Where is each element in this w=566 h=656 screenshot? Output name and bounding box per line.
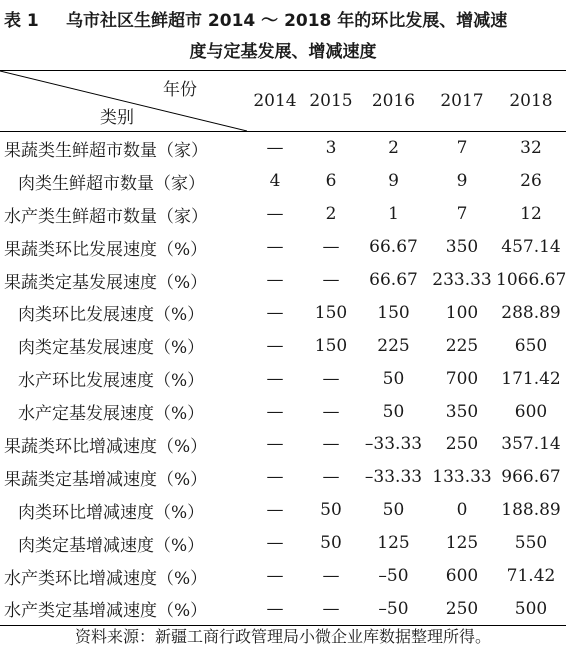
table-cell: 100	[445, 302, 479, 323]
table-cell: –50	[378, 566, 409, 587]
table-cell: 225	[445, 335, 479, 356]
header-row	[0, 71, 566, 132]
table-cell: 500	[514, 598, 548, 619]
table-cell: —	[266, 598, 284, 619]
row-category-label: 肉类环比发展速度（%）	[18, 305, 205, 326]
table-cell: —	[266, 566, 284, 587]
table-cell: —	[266, 302, 284, 323]
table-cell: —	[322, 270, 340, 290]
table-cell: 457.14	[501, 237, 561, 258]
row-category-label: 肉类生鲜超市数量（家）	[18, 173, 205, 194]
table-cell: 150	[314, 302, 348, 323]
table-cell: 12	[520, 204, 542, 225]
table-number-label: 表 1	[4, 11, 39, 31]
row-category-label: 水产定基发展速度（%）	[18, 404, 205, 425]
year-header: 2016	[371, 91, 416, 111]
table-cell: 50	[382, 500, 405, 521]
table-row	[0, 362, 566, 395]
table-row	[0, 296, 566, 329]
table-row	[0, 231, 566, 264]
table-cell: —	[322, 598, 340, 619]
table-cell: 0	[456, 500, 468, 521]
table-cell: –33.33	[364, 467, 423, 488]
table-caption	[0, 6, 566, 68]
corner-header-category: 类别	[100, 108, 134, 128]
table-cell: 66.67	[369, 237, 418, 258]
table-cell: 150	[314, 335, 348, 356]
table-cell: 71.42	[506, 566, 556, 587]
table-cell: 26	[520, 171, 542, 192]
table-cell: 7	[456, 138, 468, 159]
row-category-label: 果蔬类定基增减速度（%）	[4, 469, 208, 490]
row-category-label: 水产类生鲜超市数量（家）	[4, 206, 208, 227]
table-cell: 288.89	[501, 302, 561, 323]
table-cell: 4	[269, 171, 281, 192]
table-cell: 600	[514, 401, 548, 422]
table-cell: –50	[378, 598, 409, 619]
source-note: 资料来源：新疆工商行政管理局小微企业库数据整理所得。	[74, 627, 491, 646]
year-header: 2015	[309, 91, 353, 111]
table-title-line-1: 乌市社区生鲜超市 2014 ～ 2018 年的环比发展、增减速	[66, 11, 508, 31]
row-category-label: 水产环比发展速度（%）	[18, 371, 205, 392]
data-table	[0, 70, 566, 626]
table-cell: 3	[325, 138, 337, 159]
table-row	[0, 428, 566, 461]
row-category-label: 肉类环比增减速度（%）	[18, 502, 205, 523]
table-row	[0, 329, 566, 362]
table-cell: 225	[377, 335, 410, 356]
table-cell: 9	[388, 171, 399, 192]
table-cell: —	[322, 566, 340, 587]
row-category-label: 水产类定基增减速度（%）	[4, 601, 208, 622]
row-category-label: 肉类定基增减速度（%）	[18, 535, 205, 556]
table-cell: 50	[382, 401, 405, 422]
table-cell: 50	[382, 368, 405, 389]
table-cell: 700	[445, 368, 479, 389]
table-row	[0, 395, 566, 428]
table-cell: —	[322, 368, 340, 389]
table-cell: 250	[445, 598, 479, 619]
table-cell: 32	[520, 138, 542, 159]
table-cell: —	[322, 434, 340, 455]
table-cell: –33.33	[364, 434, 423, 455]
table-cell: 50	[320, 500, 342, 521]
table-cell: 1	[388, 204, 399, 225]
table-cell: 550	[514, 533, 548, 554]
data-table-container	[0, 70, 566, 626]
row-category-label: 果蔬类生鲜超市数量（家）	[4, 140, 208, 161]
table-cell: 966.67	[501, 467, 561, 488]
table-row	[0, 494, 566, 527]
table-cell: 2	[388, 138, 399, 159]
table-cell: 171.42	[501, 368, 561, 389]
table-row	[0, 132, 566, 165]
table-cell: —	[322, 401, 340, 422]
table-cell: 7	[456, 204, 468, 225]
diagonal-header-cell	[0, 71, 247, 132]
table-cell: 133.33	[432, 467, 492, 488]
table-cell: 188.89	[501, 500, 561, 521]
table-cell: —	[266, 138, 284, 159]
table-row	[0, 198, 566, 231]
table-cell: 650	[514, 335, 548, 356]
row-category-label: 果蔬类环比增减速度（%）	[4, 436, 208, 457]
table-cell: 125	[377, 533, 410, 554]
table-cell: —	[266, 204, 284, 225]
table-row	[0, 592, 566, 625]
table-row	[0, 461, 566, 494]
row-category-label: 果蔬类定基发展速度（%）	[4, 272, 208, 293]
table-cell: —	[322, 237, 340, 258]
row-category-label: 果蔬类环比发展速度（%）	[4, 239, 208, 260]
table-row	[0, 527, 566, 560]
table-cell: 233.33	[432, 270, 492, 290]
table-cell: 350	[445, 237, 479, 258]
table-cell: —	[266, 500, 284, 521]
table-cell: —	[266, 434, 284, 455]
table-cell: 1066.67	[496, 270, 566, 290]
year-header: 2018	[509, 91, 553, 111]
table-row	[0, 165, 566, 198]
year-header: 2017	[440, 91, 484, 111]
table-cell: 357.14	[501, 434, 561, 455]
table-cell: 6	[325, 171, 337, 192]
table-cell: —	[266, 237, 284, 258]
table-cell: —	[266, 270, 284, 290]
table-title-line-2: 度与定基发展、增减速度	[189, 42, 377, 62]
table-cell: 2	[325, 204, 337, 225]
table-cell: 150	[377, 302, 410, 323]
row-category-label: 水产类环比增减速度（%）	[4, 568, 208, 589]
table-row	[0, 264, 566, 297]
table-cell: 600	[445, 566, 479, 587]
table-cell: —	[266, 533, 284, 554]
table-cell: 125	[445, 533, 479, 554]
table-cell: —	[266, 401, 284, 422]
table-cell: 250	[445, 434, 479, 455]
year-header: 2014	[253, 91, 297, 111]
table-cell: —	[266, 467, 284, 488]
table-cell: 66.67	[369, 270, 418, 290]
table-cell: 9	[456, 171, 468, 192]
row-category-label: 肉类定基发展速度（%）	[18, 338, 205, 359]
table-row	[0, 560, 566, 593]
table-cell: —	[266, 335, 284, 356]
table-cell: —	[322, 467, 340, 488]
table-cell: 50	[320, 533, 342, 554]
corner-header-year: 年份	[163, 80, 197, 100]
table-cell: 350	[445, 401, 479, 422]
table-cell: —	[266, 368, 284, 389]
